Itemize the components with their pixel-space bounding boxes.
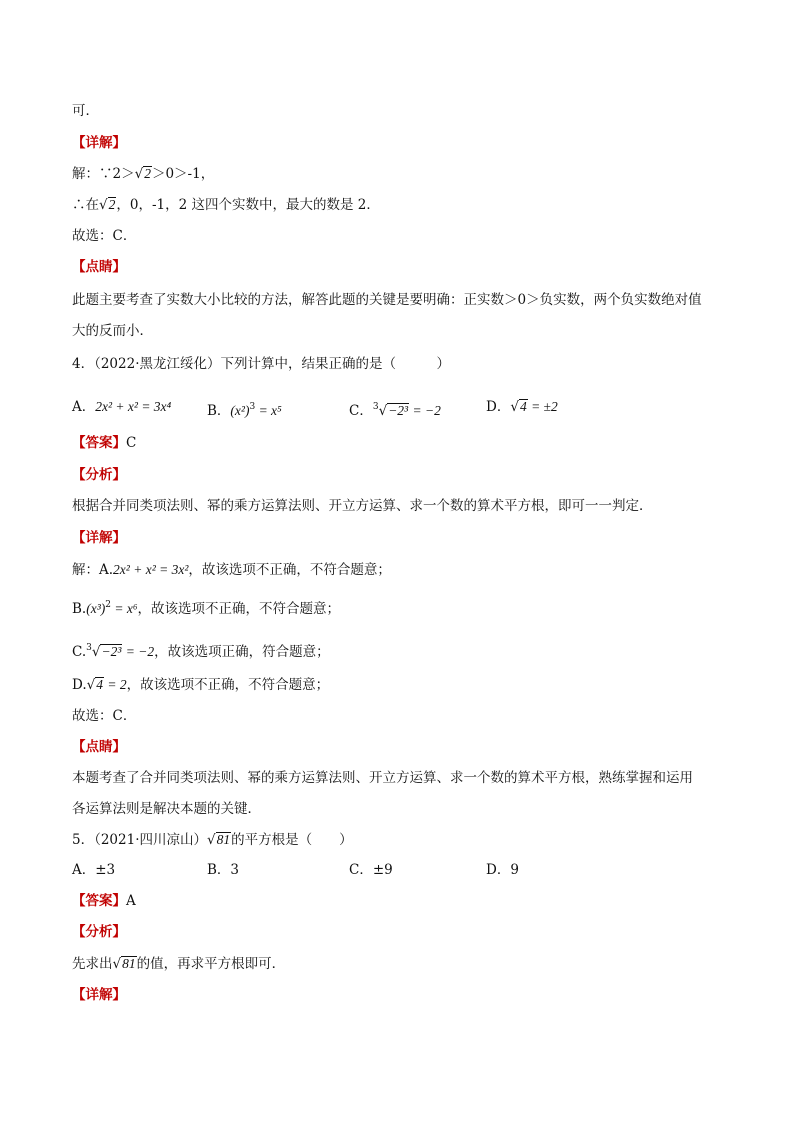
text-line xyxy=(72,955,285,973)
answer-value: A xyxy=(126,893,136,909)
radicand: 81 xyxy=(216,832,231,847)
text-span: D. xyxy=(72,677,87,693)
text-span: 先求出 xyxy=(72,956,113,972)
text-span: ，故该选项正确，符合题意； xyxy=(154,644,330,660)
answer-value: C xyxy=(126,435,137,451)
sqrt-sign: √ xyxy=(112,956,122,972)
text-span: ，0，-1，2 这四个实数中，最大的数是 2． xyxy=(116,197,380,213)
option-label: A． xyxy=(72,399,96,415)
radicand: −2³ xyxy=(101,644,122,659)
text-line xyxy=(72,596,340,618)
answer-line xyxy=(72,892,136,910)
radicand: 81 xyxy=(122,956,136,971)
sqrt-sign: √ xyxy=(99,197,108,213)
option-c: C．±9 xyxy=(349,862,393,878)
section-tag-answer: 【答案】 xyxy=(72,435,126,451)
sqrt-sign: √ xyxy=(378,403,388,419)
text-line: 本题考查了合并同类项法则、幂的乘方运算法则、开立方运算、求一个数的算术平方根，熟练掌握和运用 xyxy=(72,770,693,786)
text-span: 的平方根是（ ） xyxy=(231,832,353,848)
sqrt-sign: √ xyxy=(510,399,519,415)
root-index: 3 xyxy=(372,402,379,412)
text-line: 可． xyxy=(72,103,99,119)
question-stem: 4．（2022·黑龙江绥化）下列计算中，结果正确的是（ ） xyxy=(72,356,450,372)
option-formula: (x²) xyxy=(230,403,250,418)
formula: 2x² + x² = 3x² xyxy=(113,562,189,577)
option-label: C． xyxy=(349,403,373,419)
text-line: 此题主要考查了实数大小比较的方法，解答此题的关键是要明确：正实数＞0＞负实数，两个负实数绝对值 xyxy=(72,292,702,308)
sqrt-sign: √ xyxy=(91,644,101,660)
section-tag-detail: 【详解】 xyxy=(72,530,126,546)
option-b xyxy=(207,397,282,421)
radicand: −2³ xyxy=(388,403,409,418)
answer-line xyxy=(72,434,136,452)
text-line xyxy=(72,639,330,661)
text-line: 根据合并同类项法则、幂的乘方运算法则、开立方运算、求一个数的算术平方根，即可一一判定． xyxy=(72,498,653,514)
exponent: 2 xyxy=(105,600,111,610)
text-span: ，故该选项不正确，不符合题意； xyxy=(137,601,341,617)
text-line xyxy=(72,196,380,214)
text-span: B. xyxy=(72,601,87,617)
option-d xyxy=(486,397,558,417)
section-tag-answer: 【答案】 xyxy=(72,893,126,909)
option-d: D．9 xyxy=(486,862,519,878)
option-label: D． xyxy=(486,399,511,415)
text-line: 故选：C． xyxy=(72,228,137,244)
radicand: 2 xyxy=(144,166,151,181)
text-line: 故选：C． xyxy=(72,708,137,724)
root-index: 3 xyxy=(86,643,92,653)
text-span: ，故该选项不正确，不符合题意； xyxy=(188,562,391,578)
sqrt-sign: √ xyxy=(134,166,144,182)
text-span: ∴在 xyxy=(72,197,99,213)
radicand: 4 xyxy=(96,677,103,692)
text-span: 的值，再求平方根即可． xyxy=(136,956,286,972)
option-a xyxy=(72,397,171,417)
sqrt-sign: √ xyxy=(86,677,96,693)
formula: = x⁶ xyxy=(110,601,138,616)
text-span: C. xyxy=(72,644,87,660)
sqrt-sign: √ xyxy=(207,832,216,848)
formula: (x³) xyxy=(86,601,106,616)
text-span: ＞0＞-1， xyxy=(151,166,215,182)
option-label: B． xyxy=(207,403,231,419)
text-span: ，故该选项不正确，不符合题意； xyxy=(126,677,330,693)
radicand: 4 xyxy=(519,399,527,414)
radicand: 2 xyxy=(108,197,116,212)
option-a: A．±3 xyxy=(72,862,116,878)
exponent: 3 xyxy=(249,402,256,412)
text-span: 解：A. xyxy=(72,562,114,578)
section-tag-detail: 【详解】 xyxy=(72,135,126,151)
section-tag-analysis: 【分析】 xyxy=(72,467,126,483)
section-tag-analysis: 【分析】 xyxy=(72,924,126,940)
option-formula: 2x² + x² = 3x⁴ xyxy=(95,399,172,414)
section-tag-comment: 【点睛】 xyxy=(72,739,126,755)
option-b: B．3 xyxy=(207,862,240,878)
text-line xyxy=(72,165,214,183)
formula: = 2 xyxy=(104,677,127,692)
option-formula: = −2 xyxy=(409,403,441,418)
text-line xyxy=(72,561,391,579)
option-formula: = ±2 xyxy=(527,399,558,414)
text-span: 解：∵2＞ xyxy=(72,166,135,182)
option-c xyxy=(349,397,441,421)
text-line: 大的反而小． xyxy=(72,323,153,339)
text-line xyxy=(72,676,329,694)
section-tag-detail: 【详解】 xyxy=(72,987,126,1003)
formula: = −2 xyxy=(122,644,155,659)
option-formula: = x⁵ xyxy=(255,403,282,418)
section-tag-comment: 【点睛】 xyxy=(72,259,126,275)
question-stem xyxy=(72,831,353,849)
text-line: 各运算法则是解决本题的关键． xyxy=(72,801,261,817)
text-span: 5．（2021·四川凉山） xyxy=(72,832,207,848)
